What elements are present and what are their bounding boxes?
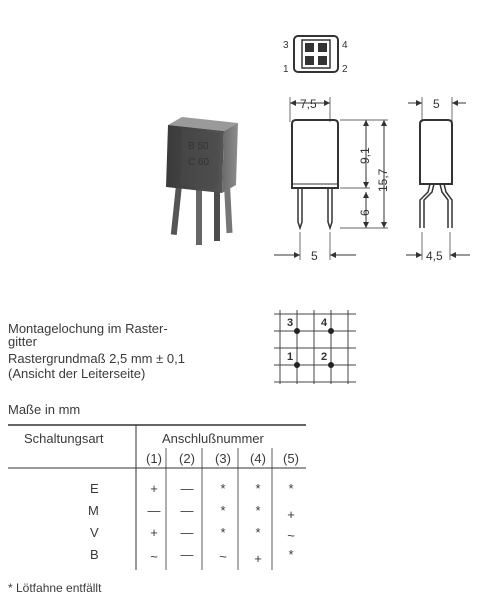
- marking-line-1: B 50: [188, 141, 209, 152]
- col-header-1: (1): [146, 451, 162, 466]
- pin-label-2: 2: [342, 64, 348, 75]
- col-header-4: (4): [250, 451, 266, 466]
- grid-label-3: 3: [287, 317, 294, 329]
- mounting-grid: [270, 306, 360, 386]
- grid-label-1: 1: [287, 351, 294, 363]
- pin-label-4: 4: [342, 40, 348, 51]
- pin-label-1: 1: [283, 64, 289, 75]
- cell-v-4: *: [255, 525, 261, 540]
- row-label-v: V: [90, 525, 99, 540]
- side-view-drawing: [404, 92, 484, 264]
- cell-b-1: ~: [150, 549, 158, 564]
- dim-height-body: 9,1: [358, 147, 372, 164]
- cell-b-5: *: [288, 547, 294, 562]
- cell-e-3: *: [220, 481, 226, 496]
- cell-e-2: —: [180, 481, 194, 496]
- marking-line-2: C 60: [188, 157, 210, 168]
- cell-b-4: +: [254, 551, 262, 566]
- row-label-m: M: [88, 503, 99, 518]
- cell-e-4: *: [255, 481, 261, 496]
- cell-m-2: —: [180, 503, 194, 518]
- col-header-2: (2): [179, 451, 195, 466]
- mounting-line-1: Montagelochung im Raster-: [8, 321, 168, 336]
- col-header-5: (5): [283, 451, 299, 466]
- dim-pin-length: 6: [358, 209, 372, 216]
- row-label-b: B: [90, 547, 99, 562]
- cell-e-1: +: [150, 481, 158, 496]
- col-header-3: (3): [215, 451, 231, 466]
- dim-width-front: 7,5: [300, 97, 317, 111]
- grid-label-4: 4: [321, 317, 328, 329]
- mounting-line-4: (Ansicht der Leiterseite): [8, 366, 146, 381]
- grid-label-2: 2: [321, 351, 328, 363]
- component-photo: [160, 115, 252, 245]
- pin-layout-diagram: [280, 30, 354, 80]
- table-header-left: Schaltungsart: [24, 431, 104, 446]
- dim-pin-spacing: 5: [311, 249, 318, 263]
- dim-side-pin-spacing: 4,5: [426, 249, 443, 263]
- cell-m-4: *: [255, 503, 261, 518]
- cell-m-1: —: [147, 503, 161, 518]
- cell-v-3: *: [220, 525, 226, 540]
- mounting-line-3: Rastergrundmaß 2,5 mm ± 0,1: [8, 351, 185, 366]
- cell-m-5: +: [287, 507, 295, 522]
- cell-b-3: ~: [219, 549, 227, 564]
- mounting-line-2: gitter: [8, 334, 37, 349]
- cell-v-1: +: [150, 525, 158, 540]
- cell-v-2: —: [180, 525, 194, 540]
- cell-e-5: *: [288, 481, 294, 496]
- front-view-drawing: [270, 92, 410, 264]
- footnote: * Lötfahne entfällt: [8, 581, 102, 595]
- cell-b-2: —: [180, 547, 194, 562]
- dim-width-side: 5: [433, 97, 440, 111]
- dim-height-total: 15,7: [376, 168, 390, 192]
- table-header-right: Anschlußnummer: [162, 431, 264, 446]
- units-note: Maße in mm: [8, 402, 81, 417]
- pin-label-3: 3: [283, 40, 289, 51]
- cell-m-3: *: [220, 503, 226, 518]
- row-label-e: E: [90, 481, 99, 496]
- cell-v-5: ~: [287, 528, 295, 543]
